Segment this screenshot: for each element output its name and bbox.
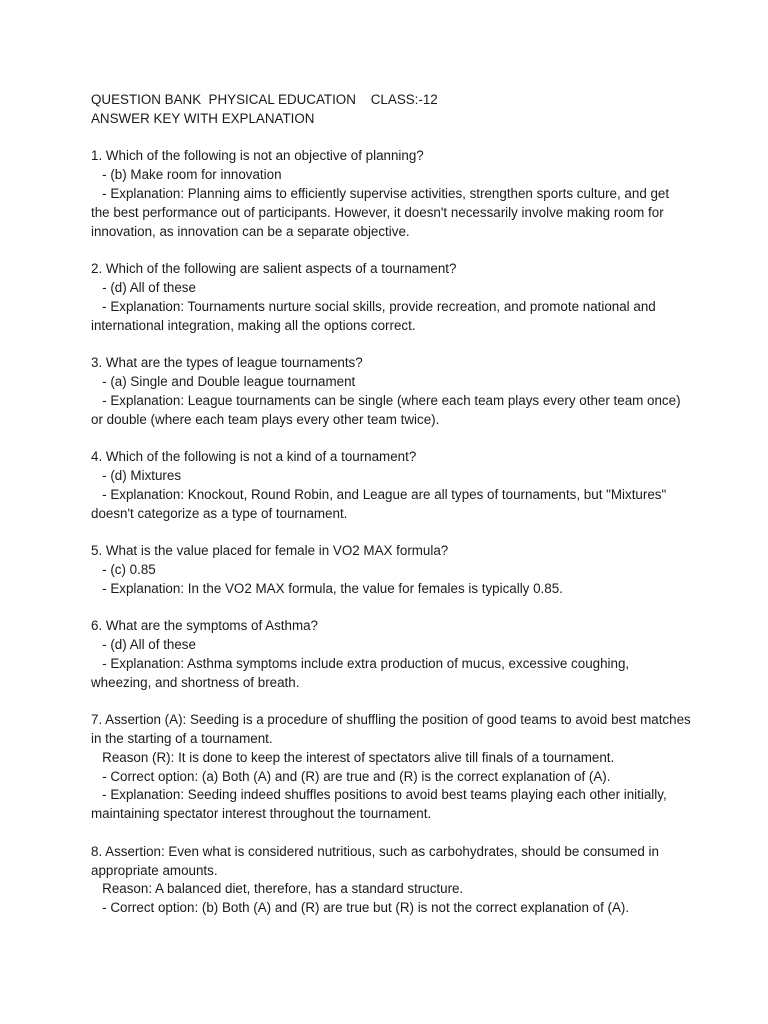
document-body [91, 91, 695, 918]
spacer [91, 693, 691, 712]
reason-text: Reason: A balanced diet, therefore, has a standard structure. [91, 881, 464, 897]
spacer [91, 429, 691, 448]
question-item-1 [91, 147, 691, 241]
question-text: 4. Which of the following is not a kind of a tournament? [91, 449, 417, 465]
answer-text: - (c) 0.85 [91, 561, 156, 577]
question-item-7 [91, 711, 695, 824]
answer-text: - Correct option: (a) Both (A) and (R) are true and (R) is the correct explanation of (A). [91, 768, 611, 784]
answer-text: - (b) Make room for innovation [91, 167, 282, 183]
question-text: 1. Which of the following is not an objective of planning? [91, 148, 424, 164]
answer-text: - Correct option: (b) Both (A) and (R) are true but (R) is not the correct explanation of (A). [91, 900, 630, 916]
spacer [91, 241, 691, 260]
explanation-text: - Explanation: In the VO2 MAX formula, the value for females is typically 0.85. [91, 580, 563, 596]
spacer [91, 129, 691, 148]
document-subtitle: ANSWER KEY WITH EXPLANATION [91, 110, 315, 126]
question-item-4 [91, 448, 691, 523]
spacer [91, 599, 691, 618]
question-text: 8. Assertion: Even what is considered nutritious, such as carbohydrates, should be consumed in appropriate amounts. [91, 843, 663, 878]
question-item-8 [91, 843, 691, 918]
spacer [91, 335, 691, 354]
spacer [91, 824, 691, 843]
answer-text: - (d) All of these [91, 279, 196, 295]
question-item-5 [91, 542, 691, 598]
question-text: 3. What are the types of league tournaments? [91, 355, 363, 371]
document-title: QUESTION BANK PHYSICAL EDUCATION CLASS:-12 [91, 92, 438, 107]
question-text: 2. Which of the following are salient aspects of a tournament? [91, 261, 457, 277]
spacer [91, 523, 691, 542]
explanation-text: - Explanation: Knockout, Round Robin, and League are all types of tournaments, but "Mixtures" doesn't categorize as a type of tournament. [91, 486, 670, 521]
explanation-text: - Explanation: League tournaments can be single (where each team plays every other team once) or double (where each team plays every other team twice). [91, 392, 685, 427]
question-item-3 [91, 354, 691, 429]
reason-text: Reason (R): It is done to keep the interest of spectators alive till finals of a tournament. [91, 749, 615, 765]
answer-text: - (a) Single and Double league tournament [91, 373, 356, 389]
question-item-2 [91, 260, 691, 335]
question-text: 5. What is the value placed for female in VO2 MAX formula? [91, 543, 449, 559]
explanation-text: - Explanation: Asthma symptoms include extra production of mucus, excessive coughing, wheezing, and shortness of breath. [91, 655, 633, 690]
answer-text: - (d) All of these [91, 637, 196, 653]
question-text: 7. Assertion (A): Seeding is a procedure of shuffling the position of good teams to avoid best matches in the starting of a tournament. [91, 712, 695, 747]
answer-text: - (d) Mixtures [91, 467, 182, 483]
explanation-text: - Explanation: Seeding indeed shuffles positions to avoid best teams playing each other initially, maintaining spectator interest throughout the tournament. [91, 787, 671, 822]
explanation-text: - Explanation: Planning aims to efficiently supervise activities, strengthen sports culture, and get the best performance out of participants. However, it doesn't necessarily involve making room for innovation, as innovation can be a separate objective. [91, 185, 673, 239]
question-item-6 [91, 617, 691, 692]
explanation-text: - Explanation: Tournaments nurture social skills, provide recreation, and promote national and international integration, making all the options correct. [91, 298, 660, 333]
question-text: 6. What are the symptoms of Asthma? [91, 618, 318, 634]
